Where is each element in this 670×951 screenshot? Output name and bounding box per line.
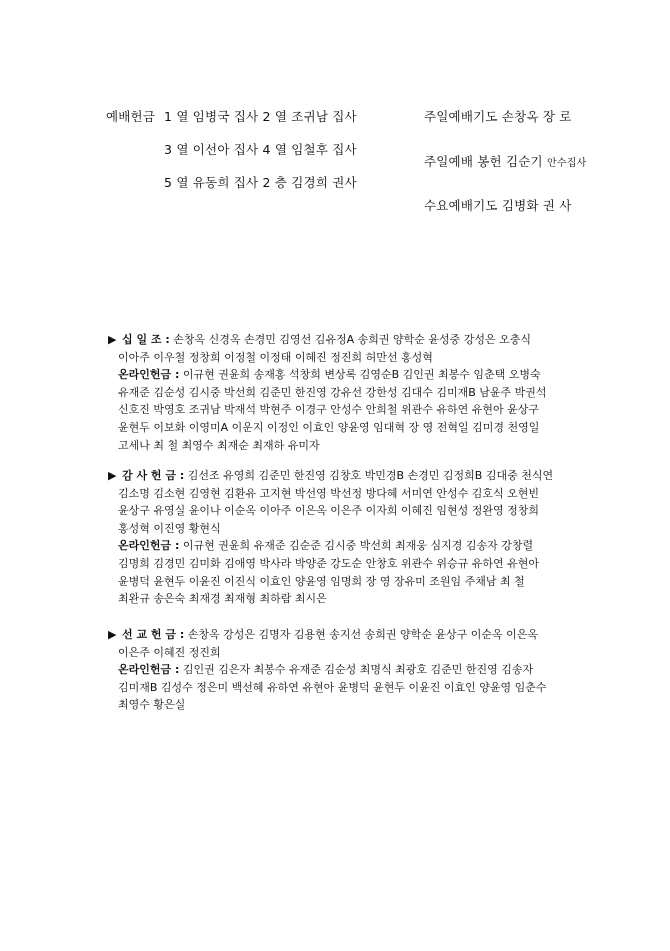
mission-online-line-2: 김미재B 김성수 정은미 백선혜 유하연 유현아 윤병덕 윤현두 이윤진 이효인 양윤영 임춘수 xyxy=(118,680,547,694)
thanksgiving-online-line-3: 윤병덕 윤현두 이윤진 이진식 이효인 양윤영 임명희 장 영 장유미 조원임 주채남 최 철 xyxy=(118,574,525,588)
mission-title: 선 교 헌 금 : xyxy=(122,628,185,641)
thanksgiving-online-title: 온라인헌금 : xyxy=(118,539,180,553)
thanksgiving-online-line-1 xyxy=(108,537,568,555)
mission-online-line-3: 최영수 황은실 xyxy=(118,698,186,712)
mission-online-title: 온라인헌금 : xyxy=(118,663,180,677)
tithe-online-title: 온라인헌금 : xyxy=(118,368,180,382)
bullet-icon: ▶ xyxy=(108,469,117,482)
mission-online-names: 김인권 김은자 최봉수 유재준 김순성 최명식 최광호 김준민 한진영 김송자 xyxy=(182,663,534,677)
tithe-online-line-1 xyxy=(108,366,568,384)
thanksgiving-line-2: 김소명 김소현 김영현 김환유 고지현 박선영 박선정 방다혜 서미연 안성수 김호식 오현빈 xyxy=(118,486,539,500)
tithe-line-1 xyxy=(108,331,568,349)
thanksgiving-title: 감 사 헌 금 : xyxy=(122,469,185,482)
sunday-offering-prayer xyxy=(424,152,586,170)
thanksgiving-section xyxy=(108,467,568,608)
offering-label: 예배헌금 xyxy=(106,109,156,124)
tithe-online-names: 이규현 권윤희 송재홍 석창희 변상록 김영순B 김인권 최봉수 임춘택 오병숙 xyxy=(182,368,541,382)
mission-line-1 xyxy=(108,626,568,644)
tithe-names: 손창옥 신경옥 손경민 김영선 김유정A 송희권 양학순 윤성중 강성은 오충식 xyxy=(173,333,532,346)
thanksgiving-online-line-4: 최완규 송은숙 최재경 최재형 최하람 최시은 xyxy=(118,592,327,606)
thanksgiving-line-3: 윤상구 유영실 윤이나 이순옥 이아주 이은옥 이은주 이자희 이혜진 임현성 정완영 정창희 xyxy=(118,504,539,518)
tithe-online-line-5: 고세나 최 철 최영수 최재순 최재하 유미자 xyxy=(118,438,320,452)
tithe-title: 십 일 조 : xyxy=(122,333,170,346)
thanksgiving-online-names: 이규현 권윤희 유재준 김순준 김시중 박선희 최재웅 심지경 김송자 강창렬 xyxy=(182,539,534,553)
thanksgiving-line-1 xyxy=(108,467,568,485)
bullet-icon: ▶ xyxy=(108,628,117,641)
mission-line-2: 이은주 이혜진 정진희 xyxy=(118,645,221,659)
sunday-offering-prayer-text: 주일예배 봉헌 김순기 xyxy=(424,154,543,169)
thanksgiving-line-4: 홍성혁 이진영 황현식 xyxy=(118,521,221,535)
tithe-online-line-3: 신호진 박영호 조귀남 박재석 박현주 이경구 안성수 안희철 위관수 유하연 유현아 윤상구 xyxy=(118,403,539,417)
offering-row-3: 5 열 유동희 집사 2 층 김경희 권사 xyxy=(164,175,357,190)
tithe-line-2: 이아주 이우철 정창희 이정철 이정태 이혜진 정진희 허만선 홍성혁 xyxy=(118,350,433,364)
mission-section xyxy=(108,626,568,714)
offering-row-1: 1 열 임병국 집사 2 열 조귀남 집사 xyxy=(164,109,357,124)
offering-row-2: 3 열 이선아 집사 4 열 임철후 집사 xyxy=(164,142,357,157)
thanksgiving-online-line-2: 김명희 김경민 김미화 김애영 박사라 박양준 강도순 안창호 위관수 위승규 유하연 유현아 xyxy=(118,556,539,570)
tithe-online-line-2: 유재준 김순성 김시중 박선희 김준민 한진영 강유선 강한성 김대수 김미재B 남윤주 박권석 xyxy=(118,385,547,399)
sunday-prayer: 주일예배기도 손창옥 장 로 xyxy=(424,109,572,124)
thanksgiving-names: 김선조 유영희 김준민 한진영 김창호 박민경B 손경민 김정희B 김대중 천식연 xyxy=(187,469,554,482)
tithe-section xyxy=(108,331,568,454)
tithe-online-line-4: 윤현두 이보화 이영미A 이운지 이정인 이효인 양윤영 임대혁 장 영 전혁일 김미경 천영일 xyxy=(118,420,540,434)
bullet-icon: ▶ xyxy=(108,333,117,346)
sunday-offering-prayer-suffix: 안수집사 xyxy=(547,158,587,169)
mission-names: 손창옥 강성은 김명자 김용현 송지선 송희권 양학순 윤상구 이순옥 이은옥 xyxy=(187,628,538,641)
wednesday-prayer: 수요예배기도 김병화 권 사 xyxy=(424,198,572,213)
mission-online-line-1 xyxy=(108,661,568,679)
